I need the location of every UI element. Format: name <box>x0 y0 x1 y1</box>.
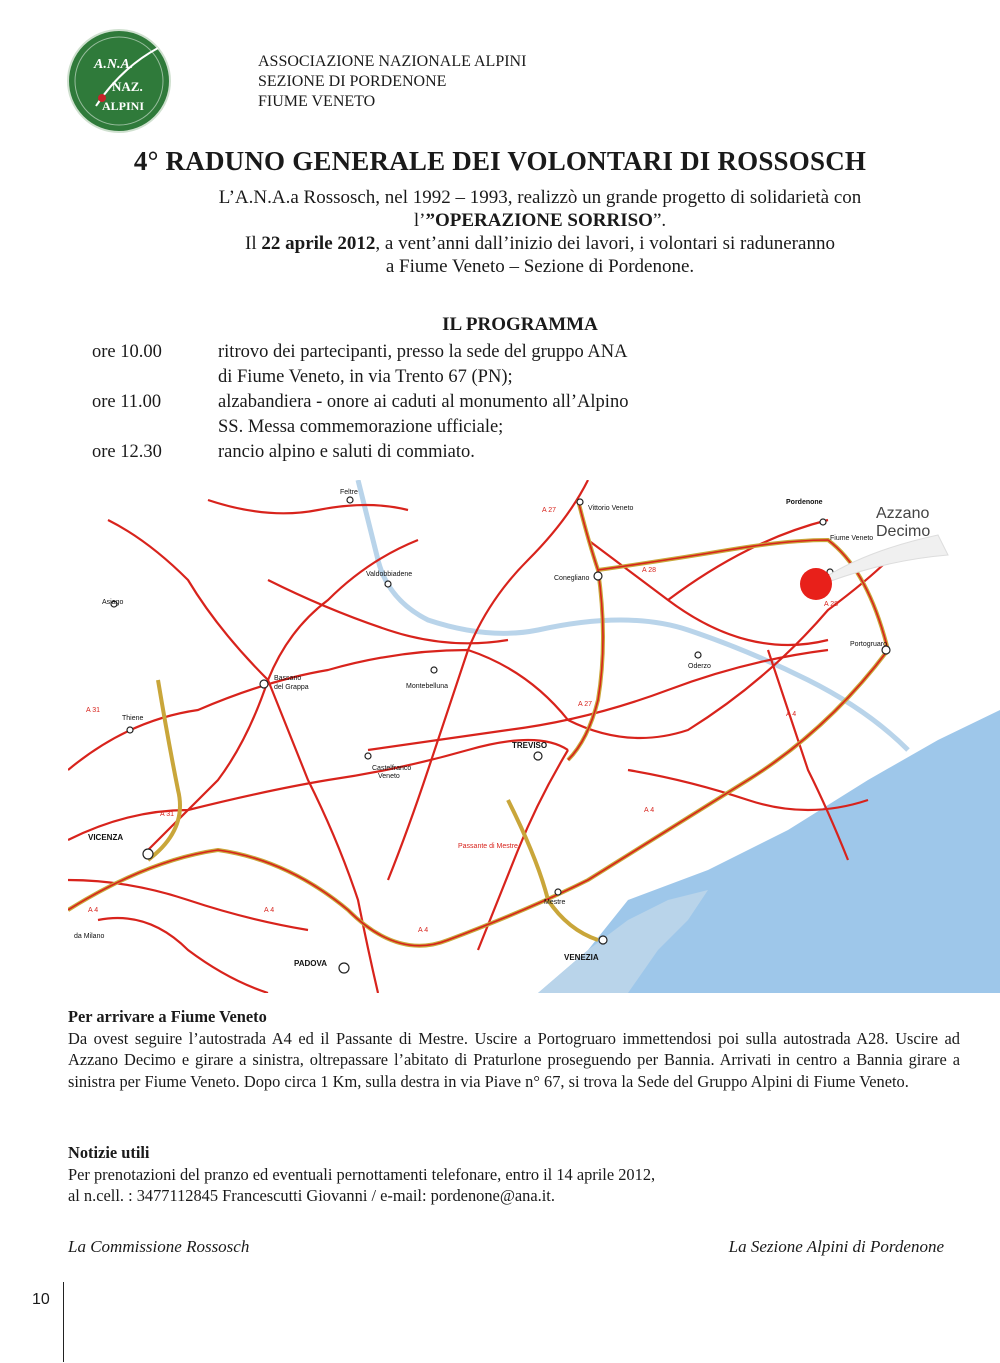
page-title: 4° RADUNO GENERALE DEI VOLONTARI DI ROSSOSCH <box>133 146 867 176</box>
operation-name: ”OPERAZIONE SORRISO <box>425 210 653 231</box>
schedule-desc: di Fiume Veneto, in via Trento 67 (PN); <box>218 367 513 387</box>
road-label: A 31 <box>160 811 175 818</box>
map-label: Passante di Mestre <box>458 843 518 850</box>
route-map <box>68 480 1000 993</box>
map-label: TREVISO <box>512 741 548 750</box>
page-margin-line <box>63 1282 64 1362</box>
schedule-desc: ritrovo dei partecipanti, presso la sede del gruppo ANA <box>218 342 628 362</box>
org-line: SEZIONE DI PORDENONE <box>258 73 447 90</box>
map-label: Pordenone <box>786 499 823 506</box>
map-label: Portogruaro <box>850 641 887 648</box>
map-label: Fiume Veneto <box>830 535 874 542</box>
intro-line: L’A.N.A.a Rossosch, nel 1992 – 1993, realizzò un grande progetto di solidarietà con <box>218 187 862 208</box>
schedule-desc: alzabandiera - onore ai caduti al monumento all’Alpino <box>218 392 629 412</box>
map-label: VENEZIA <box>564 953 599 962</box>
map-label: Veneto <box>378 773 400 780</box>
map-label: Feltre <box>340 489 358 496</box>
intro-line: Il 22 aprile 2012, a vent’anni dall’inizio dei lavori, i volontari si raduneranno <box>245 233 835 254</box>
page-number: 10 <box>32 1291 50 1308</box>
map-label: Thiene <box>122 715 144 722</box>
road-label: A 31 <box>86 707 101 714</box>
road-label: A 28 <box>824 601 839 608</box>
road-label: A 4 <box>418 927 429 934</box>
map-label: Montebelluna <box>406 683 449 690</box>
map-label: Castelfranco <box>372 765 412 772</box>
schedule-row <box>92 340 778 390</box>
schedule-time: ore 12.30 <box>92 442 162 462</box>
directions-section <box>68 1006 960 1092</box>
map-label: Valdobbiadene <box>366 571 413 578</box>
intro-line: l’”OPERAZIONE SORRISO”. <box>413 210 667 231</box>
org-line: ASSOCIAZIONE NAZIONALE ALPINI <box>258 53 527 70</box>
schedule-row <box>92 390 778 440</box>
schedule-time: ore 11.00 <box>92 392 162 412</box>
info-line: al n.cell. : 3477112845 Francescutti Giovanni / e-mail: pordenone@ana.it. <box>68 1186 555 1205</box>
info-line: Per prenotazioni del pranzo ed eventuali pernottamenti telefonare, entro il 14 aprile 2012, <box>68 1164 656 1184</box>
map-label: VICENZA <box>88 833 124 842</box>
destination-marker-icon <box>800 568 832 600</box>
map-label: del Grappa <box>274 684 309 691</box>
map-label: Conegliano <box>554 575 590 582</box>
map-label: Oderzo <box>688 663 711 670</box>
signature-left: La Commissione Rossosch <box>68 1237 250 1256</box>
event-date: 22 aprile 2012 <box>261 233 376 254</box>
road-label: A 4 <box>644 807 655 814</box>
logo-naz: NAZ. <box>112 79 143 94</box>
info-heading: Notizie utili <box>68 1143 150 1162</box>
intro-line: a Fiume Veneto – Sezione di Pordenone. <box>385 256 695 277</box>
road-label: A 28 <box>642 567 657 574</box>
road-label: A 4 <box>264 907 275 914</box>
logo-alpini: ALPINI <box>102 99 145 113</box>
program-schedule <box>92 340 778 465</box>
road-label: A 4 <box>88 907 99 914</box>
directions-heading: Per arrivare a Fiume Veneto <box>68 1007 267 1026</box>
organization-header <box>258 52 526 112</box>
ana-logo <box>66 28 172 134</box>
callout-label: Azzano <box>876 505 930 522</box>
schedule-desc: SS. Messa commemorazione ufficiale; <box>218 417 504 437</box>
map-label: da Milano <box>74 933 105 940</box>
schedule-row <box>92 440 778 465</box>
map-label: Bassano <box>274 675 302 682</box>
directions-text: Da ovest seguire l’autostrada A4 ed il Passante di Mestre. Uscire a Portogruaro immettendosi poi sulla autostrada A28. Uscire ad Azzano Decimo e girare a sinistra, oltrepassare l’abitato di Praturlone proseguendo per Bannia. Arrivati in centro a Bannia girare a sinistra per Fiume Veneto. Dopo circa 1 Km, sulla destra in via Piave n° 67, si trova la Sede del Gruppo Alpini di Fiume Veneto. <box>68 1028 960 1091</box>
signature-right: La Sezione Alpini di Pordenone <box>728 1237 944 1256</box>
road-label: A 27 <box>542 507 557 514</box>
program-title: IL PROGRAMMA <box>442 314 598 335</box>
schedule-desc: rancio alpino e saluti di commiato. <box>218 442 475 462</box>
org-line: FIUME VENETO <box>258 93 376 110</box>
map-label: Vittorio Veneto <box>588 505 634 512</box>
callout-label: Decimo <box>876 523 931 540</box>
map-label: PADOVA <box>294 959 328 968</box>
road-label: A 4 <box>786 711 797 718</box>
intro-text <box>140 186 940 278</box>
logo-letters: A.N.A. <box>94 57 134 72</box>
map-label: Mestre <box>544 899 566 906</box>
schedule-time: ore 10.00 <box>92 342 162 362</box>
info-section <box>68 1142 960 1207</box>
road-label: A 27 <box>578 701 593 708</box>
map-label: Asiago <box>102 599 124 606</box>
